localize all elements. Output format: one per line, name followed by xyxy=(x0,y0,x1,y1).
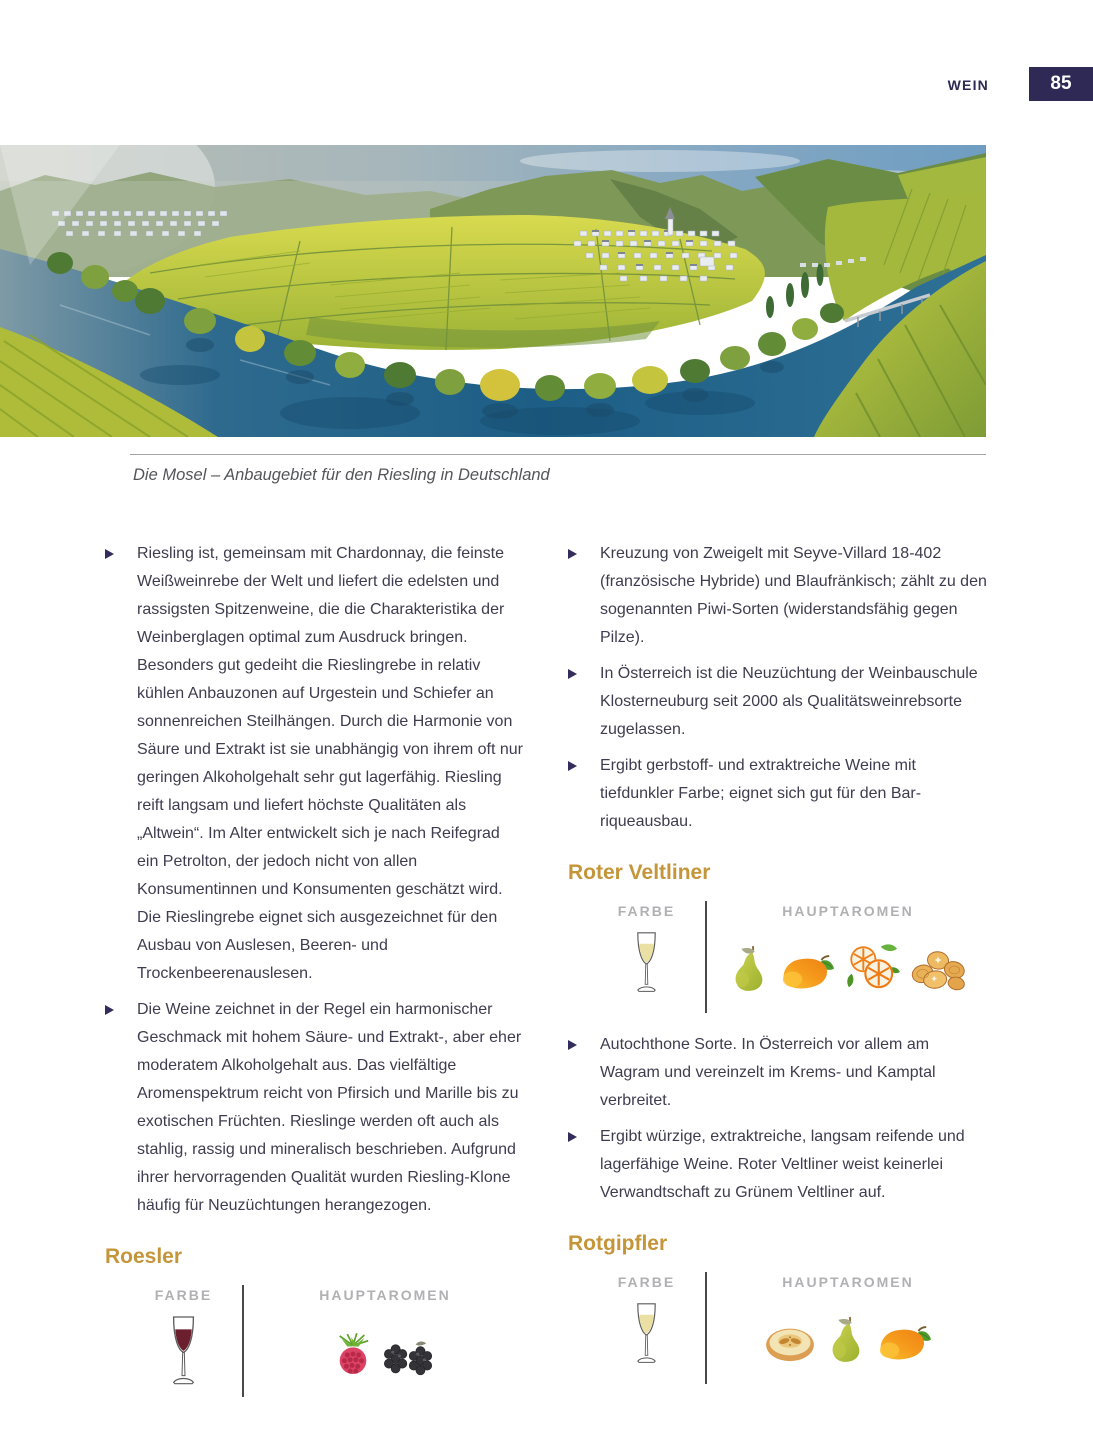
bullet-triangle-icon xyxy=(568,1132,586,1142)
bullet-item xyxy=(568,1123,988,1207)
bullet-item xyxy=(105,540,525,988)
farbe-cell xyxy=(125,1281,242,1392)
heading-rotgipfler: Rotgipfler xyxy=(568,1232,668,1255)
roesler-bullet-1: Kreuzung von Zweigelt mit Seyve-Villard 18-402 (französische Hybride) und Blaufränkisch; zählt zu den sogenannten Piwi-Sorten (widerstandsfähig gegen Pilze). xyxy=(600,545,987,646)
dried-fruit-icon xyxy=(909,947,969,993)
farbe-cell xyxy=(588,1268,705,1370)
photo-caption: Die Mosel – Anbaugebiet für den Riesling in Deutschland xyxy=(133,466,550,484)
caption-divider xyxy=(130,454,986,455)
farbe-label: FARBE xyxy=(154,1287,213,1303)
page-number-badge xyxy=(1029,67,1093,101)
hauptaromen-label: HAUPTAROMEN xyxy=(782,903,914,919)
bullet-triangle-icon xyxy=(568,1040,586,1050)
roter-veltliner-bullet-2: Ergibt würzige, extraktreiche, langsam reifende und lagerfähige Weine. Roter Veltliner weist keinerlei Verwandtschaft zu Grünem Veltliner auf. xyxy=(600,1128,965,1201)
bullet-triangle-icon xyxy=(105,1005,123,1015)
aroma-icon-row xyxy=(728,933,969,993)
bullet-triangle-icon xyxy=(568,669,586,679)
section-label: WEIN xyxy=(947,77,989,93)
hauptaromen-label: HAUPTAROMEN xyxy=(319,1287,451,1303)
bullet-item xyxy=(568,660,988,744)
bullet-triangle-icon xyxy=(568,761,586,771)
aromen-cell xyxy=(244,1281,526,1377)
mango-icon xyxy=(779,950,835,993)
farbe-label: FARBE xyxy=(617,1274,676,1290)
left-column xyxy=(105,540,525,1415)
variety-profile-roesler xyxy=(125,1281,525,1397)
aromen-cell xyxy=(707,897,989,993)
bullet-triangle-icon xyxy=(105,549,123,559)
wine-glass-icon xyxy=(167,1313,200,1392)
aroma-icon-row xyxy=(334,1317,437,1377)
bullet-item xyxy=(568,540,988,652)
variety-profile-rotgipfler xyxy=(588,1268,988,1384)
heading-roesler: Roesler xyxy=(105,1245,183,1268)
farbe-cell xyxy=(588,897,705,999)
bullet-item xyxy=(105,996,525,1220)
mosel-photo xyxy=(0,145,986,437)
melon-icon xyxy=(764,1322,816,1364)
raspberry-icon xyxy=(334,1333,372,1377)
page-number: 85 xyxy=(1050,73,1072,94)
roesler-bullet-2: In Österreich ist die Neuzüchtung der Weinbauschule Klosterneuburg seit 2000 als Qualitätsweinrebsorte zugelassen. xyxy=(600,665,978,738)
pear-icon xyxy=(825,1314,867,1364)
blackberries-icon xyxy=(381,1333,437,1377)
riesling-bullet-2: Die Weine zeichnet in der Regel ein harmonischer Geschmack mit hohem Säure- und Extrakt-, aber eher moderatem Alkoholgehalt aus. Das vielfältige Aromenspektrum reicht von Pfirsich und Marille bis zu exotischen Früchten. Rieslinge werden oft auch als stahlig, rassig und mineralisch beschrieben. Aufgrund ihrer hervorragenden Qualität wurden Riesling-Klone häufig für Neuzüchtungen herangezogen. xyxy=(137,1001,522,1214)
wine-glass-icon xyxy=(632,929,661,999)
variety-profile-roter-veltliner xyxy=(588,897,988,1013)
heading-roter-veltliner: Roter Veltliner xyxy=(568,861,711,884)
aromen-cell xyxy=(707,1268,989,1364)
bullet-item xyxy=(568,752,988,836)
mango-icon xyxy=(876,1321,932,1364)
hauptaromen-label: HAUPTAROMEN xyxy=(782,1274,914,1290)
roter-veltliner-bullet-1: Autochthone Sorte. In Österreich vor allem am Wagram und vereinzelt im Krems- und Kamptal verbreitet. xyxy=(600,1036,936,1109)
bullet-item xyxy=(568,1031,988,1115)
orange-icon xyxy=(844,941,900,993)
farbe-label: FARBE xyxy=(617,903,676,919)
wine-glass-icon xyxy=(632,1300,661,1370)
riesling-bullet-1: Riesling ist, gemeinsam mit Chardonnay, die feinste Weißweinrebe der Welt und liefert die edelsten und rassigsten Spitzenweine, die die Charakteristika der Weinberglagen optimal zum Ausdruck bringen. Besonders gut gedeiht die Rieslingrebe in relativ kühlen Anbauzonen auf Urgestein und Schiefer an sonnenreichen Steilhängen. Durch die Harmonie von Säure und Extrakt ist sie unabhängig von ihrem oft nur geringen Alkoholgehalt sehr gut lagerfähig. Riesling reift langsam und liefert höchste Qualitäten als „Altwein“. Im Alter entwickelt sich je nach Reifegrad ein Petrolton, der jedoch nicht von allen Konsumentinnen und Konsumenten geschätzt wird. Die Rieslingrebe eignet sich ausgezeichnet für den Ausbau von Auslesen, Beeren- und Trockenbeerenauslesen. xyxy=(137,545,523,982)
right-column xyxy=(568,540,988,1402)
pear-icon xyxy=(728,943,770,993)
aroma-icon-row xyxy=(764,1304,932,1364)
bullet-triangle-icon xyxy=(568,549,586,559)
roesler-bullet-3: Ergibt gerbstoff- und extraktreiche Weine mit tiefdunkler Farbe; eignet sich gut für den Barriqueausbau. xyxy=(600,757,922,830)
